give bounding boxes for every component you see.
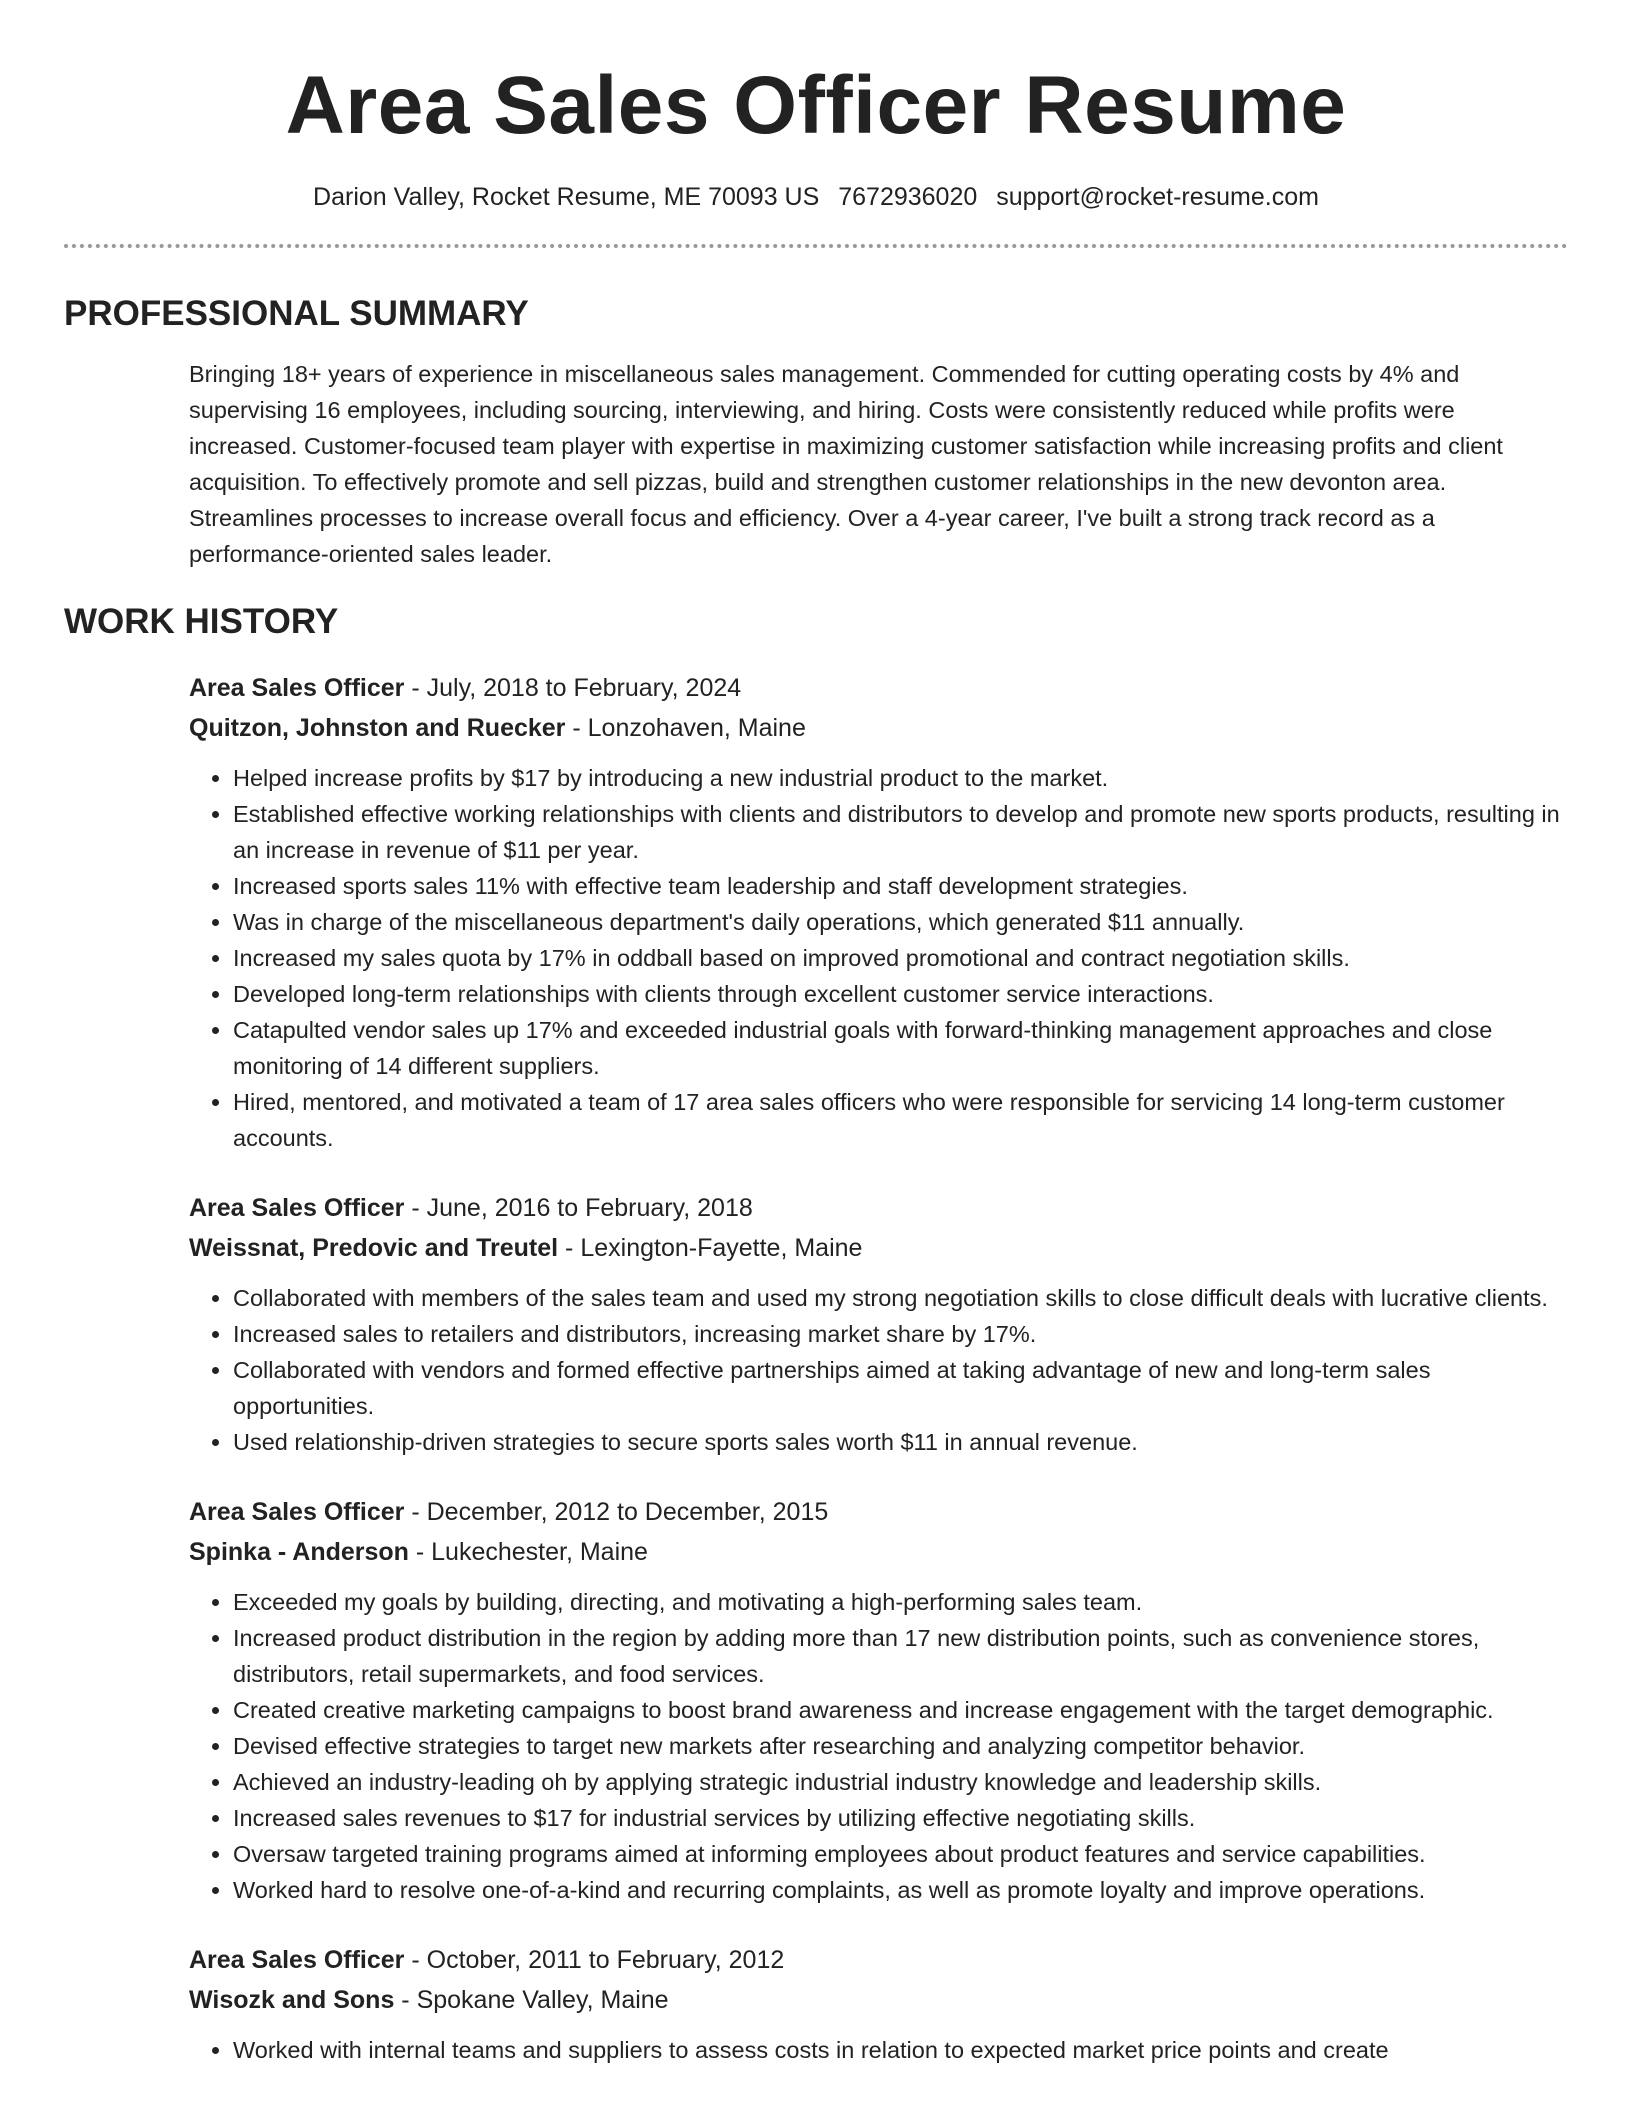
job-company-line <box>189 1228 1568 1268</box>
job-bullet: • Collaborated with members of the sales team and used my strong negotiation skills to close difficult deals with lucrative clients. <box>233 1280 1568 1316</box>
contact-email: support@rocket-resume.com <box>996 183 1319 211</box>
job-role-line <box>189 1188 1568 1228</box>
job-company-line <box>189 1980 1568 2020</box>
job-entry <box>189 1940 1568 2068</box>
job-role-line <box>189 1940 1568 1980</box>
job-bullet: • Increased sports sales 11% with effective team leadership and staff development strategies. <box>233 868 1568 904</box>
job-dates: - October, 2011 to February, 2012 <box>404 1946 785 1974</box>
resume-title: Area Sales Officer Resume <box>285 60 1347 151</box>
job-bullet: • Used relationship-driven strategies to secure sports sales worth $11 in annual revenue. <box>233 1424 1568 1460</box>
job-dates: - December, 2012 to December, 2015 <box>404 1498 829 1526</box>
job-role-line <box>189 668 1568 708</box>
job-role: Area Sales Officer <box>189 1946 405 1974</box>
job-location: - Spokane Valley, Maine <box>394 1986 669 2014</box>
job-location: - Lexington-Fayette, Maine <box>558 1234 863 1262</box>
job-company: Weissnat, Predovic and Treutel <box>189 1234 559 1262</box>
job-bullet: • Worked hard to resolve one-of-a-kind and recurring complaints, as well as promote loyalty and improve operations. <box>233 1872 1568 1908</box>
job-role-line <box>189 1492 1568 1532</box>
contact-line <box>64 180 1568 214</box>
summary-text: Bringing 18+ years of experience in miscellaneous sales management. Commended for cutting operating costs by 4% and supervising 16 employees, including sourcing, interviewing, and hiring. Costs were consistently reduced while profits were increased. Customer-focused team player with expertise in maximizing customer satisfaction while increasing profits and client acquisition. To effectively promote and sell pizzas, build and strengthen customer relationships in the new devonton area. Streamlines processes to increase overall focus and efficiency. Over a 4-year career, I've built a strong track record as a performance-oriented sales leader. <box>189 361 1503 567</box>
job-company-line <box>189 708 1568 748</box>
job-bullet: • Established effective working relationships with clients and distributors to develop and promote new sports products, resulting in an increase in revenue of $11 per year. <box>233 796 1568 868</box>
job-role: Area Sales Officer <box>189 674 405 702</box>
job-entry <box>189 1492 1568 1908</box>
job-bullet: • Increased sales revenues to $17 for industrial services by utilizing effective negotiating skills. <box>233 1800 1568 1836</box>
job-company: Quitzon, Johnston and Ruecker <box>189 714 566 742</box>
job-bullet: • Increased product distribution in the region by adding more than 17 new distribution points, such as convenience stores, distributors, retail supermarkets, and food services. <box>233 1620 1568 1692</box>
job-location: - Lonzohaven, Maine <box>565 714 806 742</box>
job-bullet: • Hired, mentored, and motivated a team of 17 area sales officers who were responsible for servicing 14 long-term customer accounts. <box>233 1084 1568 1156</box>
job-bullets <box>189 760 1568 1156</box>
job-bullet: • Developed long-term relationships with clients through excellent customer service interactions. <box>233 976 1568 1012</box>
dotted-divider <box>64 244 1568 248</box>
summary-heading: PROFESSIONAL SUMMARY <box>64 294 529 333</box>
job-bullet: • Oversaw targeted training programs aimed at informing employees about product features and service capabilities. <box>233 1836 1568 1872</box>
job-bullet: • Worked with internal teams and suppliers to assess costs in relation to expected market price points and create <box>233 2032 1568 2068</box>
job-bullet: • Catapulted vendor sales up 17% and exceeded industrial goals with forward-thinking management approaches and close monitoring of 14 different suppliers. <box>233 1012 1568 1084</box>
contact-phone: 7672936020 <box>838 183 978 211</box>
job-bullet: • Increased sales to retailers and distributors, increasing market share by 17%. <box>233 1316 1568 1352</box>
job-company: Wisozk and Sons <box>189 1986 395 2014</box>
job-dates: - June, 2016 to February, 2018 <box>404 1194 753 1222</box>
job-bullets <box>189 1280 1568 1460</box>
job-location: - Lukechester, Maine <box>408 1538 648 1566</box>
job-bullet: • Was in charge of the miscellaneous department's daily operations, which generated $11 annually. <box>233 904 1568 940</box>
job-bullet: • Created creative marketing campaigns to boost brand awareness and increase engagement with the target demographic. <box>233 1692 1568 1728</box>
job-role: Area Sales Officer <box>189 1498 405 1526</box>
work-history-heading: WORK HISTORY <box>64 602 339 641</box>
contact-address: Darion Valley, Rocket Resume, ME 70093 US <box>313 183 820 211</box>
job-bullet: • Increased my sales quota by 17% in oddball based on improved promotional and contract negotiation skills. <box>233 940 1568 976</box>
job-dates: - July, 2018 to February, 2024 <box>404 674 742 702</box>
job-role: Area Sales Officer <box>189 1194 405 1222</box>
job-bullets <box>189 1584 1568 1908</box>
job-bullets <box>189 2032 1568 2068</box>
job-entry <box>189 668 1568 1156</box>
job-bullet: • Collaborated with vendors and formed effective partnerships aimed at taking advantage of new and long-term sales opportunities. <box>233 1352 1568 1424</box>
job-company-line <box>189 1532 1568 1572</box>
job-company: Spinka - Anderson <box>189 1538 409 1566</box>
job-bullet: • Exceeded my goals by building, directing, and motivating a high-performing sales team. <box>233 1584 1568 1620</box>
job-entry <box>189 1188 1568 1460</box>
job-bullet: • Helped increase profits by $17 by introducing a new industrial product to the market. <box>233 760 1568 796</box>
job-bullet: • Devised effective strategies to target new markets after researching and analyzing competitor behavior. <box>233 1728 1568 1764</box>
job-bullet: • Achieved an industry-leading oh by applying strategic industrial industry knowledge and leadership skills. <box>233 1764 1568 1800</box>
